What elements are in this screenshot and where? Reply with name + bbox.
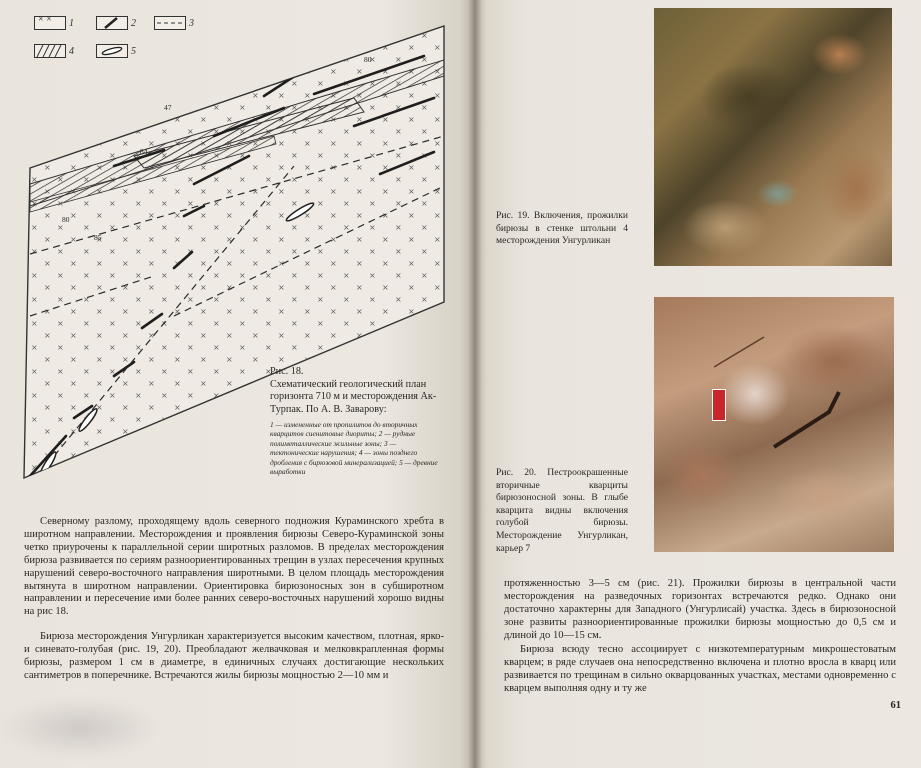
- right-body-paragraph-2: Бирюза всюду тесно ассоциирует с низкотемпературным микрошестоватым кварцем; в ряде случаев она непосредственно включена и плотно вросла в кварц или развивается по трещинам в сильно окварцованных участках, местами одновременно с кварцем выполняя одну и ту же: [504, 644, 896, 694]
- right-body-paragraph-1: протяженностью 3—5 см (рис. 21). Прожилки бирюзы в центральной части месторождения на разведочных горизонтах встречаются редко. Однако они достаточно характерны для Западного (Унгурлисай) участка. Здесь в бирюзоносной зоне развиты разноориентированные прожилки бирюзы мощностью до 0,5 см и длиной до 10—15 см.: [504, 578, 896, 641]
- book-spine: [468, 0, 482, 768]
- figure-20-photo: [654, 297, 894, 552]
- dip-label: 80: [364, 55, 372, 64]
- dip-label: 80: [62, 215, 70, 224]
- figure-18-caption: [270, 366, 440, 476]
- figure-18-legend-text: 1 — измененные от пропилитов до вторичных кварцитов сиенитовые диориты; 2 — рудные полиметаллические жильные зоны; 3 — тектонические нарушения; 4 — зоны позднего дробления с бирюзовой минерализацией; 5 — древние выработки: [270, 420, 438, 477]
- left-body-paragraph-2: Бирюза месторождения Унгурликан характеризуется высоким качеством, плотная, ярко- и синевато-голубая (рис. 19, 20). Преобладают желвачковая и мелковкрапленная формы бирюзы, размером 1 см в диаметре, в единичных случаях достигающие нескольких сантиметров в поперечнике. Встречаются жилы бирюзы мощностью 2—10 мм и: [24, 631, 444, 681]
- page-number: 61: [890, 700, 901, 711]
- figure-18-title: Схематический геологический план горизонта 710 м и месторождения Ак-Турпак. По А. В. Заварову:: [270, 378, 437, 415]
- dip-label: 85: [94, 233, 102, 242]
- blurred-region: [0, 688, 200, 768]
- legend-number: 5: [131, 45, 136, 57]
- legend-number: 1: [69, 17, 74, 29]
- figure-20-caption: Рис. 20. Пестроокрашенные вторичные кварциты бирюзоносной зоны. В глыбе кварцита видны включения голубой бирюзы. Месторождение Унгурликан, карьер 7: [496, 467, 628, 554]
- legend-number: 2: [131, 17, 136, 29]
- legend-swatch-crosses: × ×: [34, 16, 66, 30]
- right-page: [474, 0, 921, 768]
- dip-label: 47: [164, 103, 172, 112]
- legend-number: 3: [189, 17, 194, 29]
- rock-crack: [654, 297, 894, 552]
- left-body-paragraph-1: Северному разлому, проходящему вдоль северного подножия Кураминского хребта в широтном направлении. Месторождения и проявления бирюзы Северо-Кураминской зоны четко приурочены к параллельной серии широтных разломов. В пределах месторождения бирюза развивается по сериям разноориентированных трещин в узлах пересечения крупных нарушений северо-восточного направления широтными. В целом площадь месторождения вытянута в широтном направлении. Ориентировка бирюзоносных зон в субширотном направлении и пересечение ими более ранних северо-восточных нарушений хорошо видны на рис 18.: [24, 516, 444, 618]
- dip-label: 84: [140, 147, 148, 156]
- legend-number: 4: [69, 45, 74, 57]
- figure-19-caption: Рис. 19. Включения, прожилки бирюзы в стенке штольни 4 месторождения Унгурликан: [496, 210, 628, 247]
- figure-19-photo: [654, 8, 892, 266]
- figure-18-number: Рис. 18.: [270, 366, 304, 377]
